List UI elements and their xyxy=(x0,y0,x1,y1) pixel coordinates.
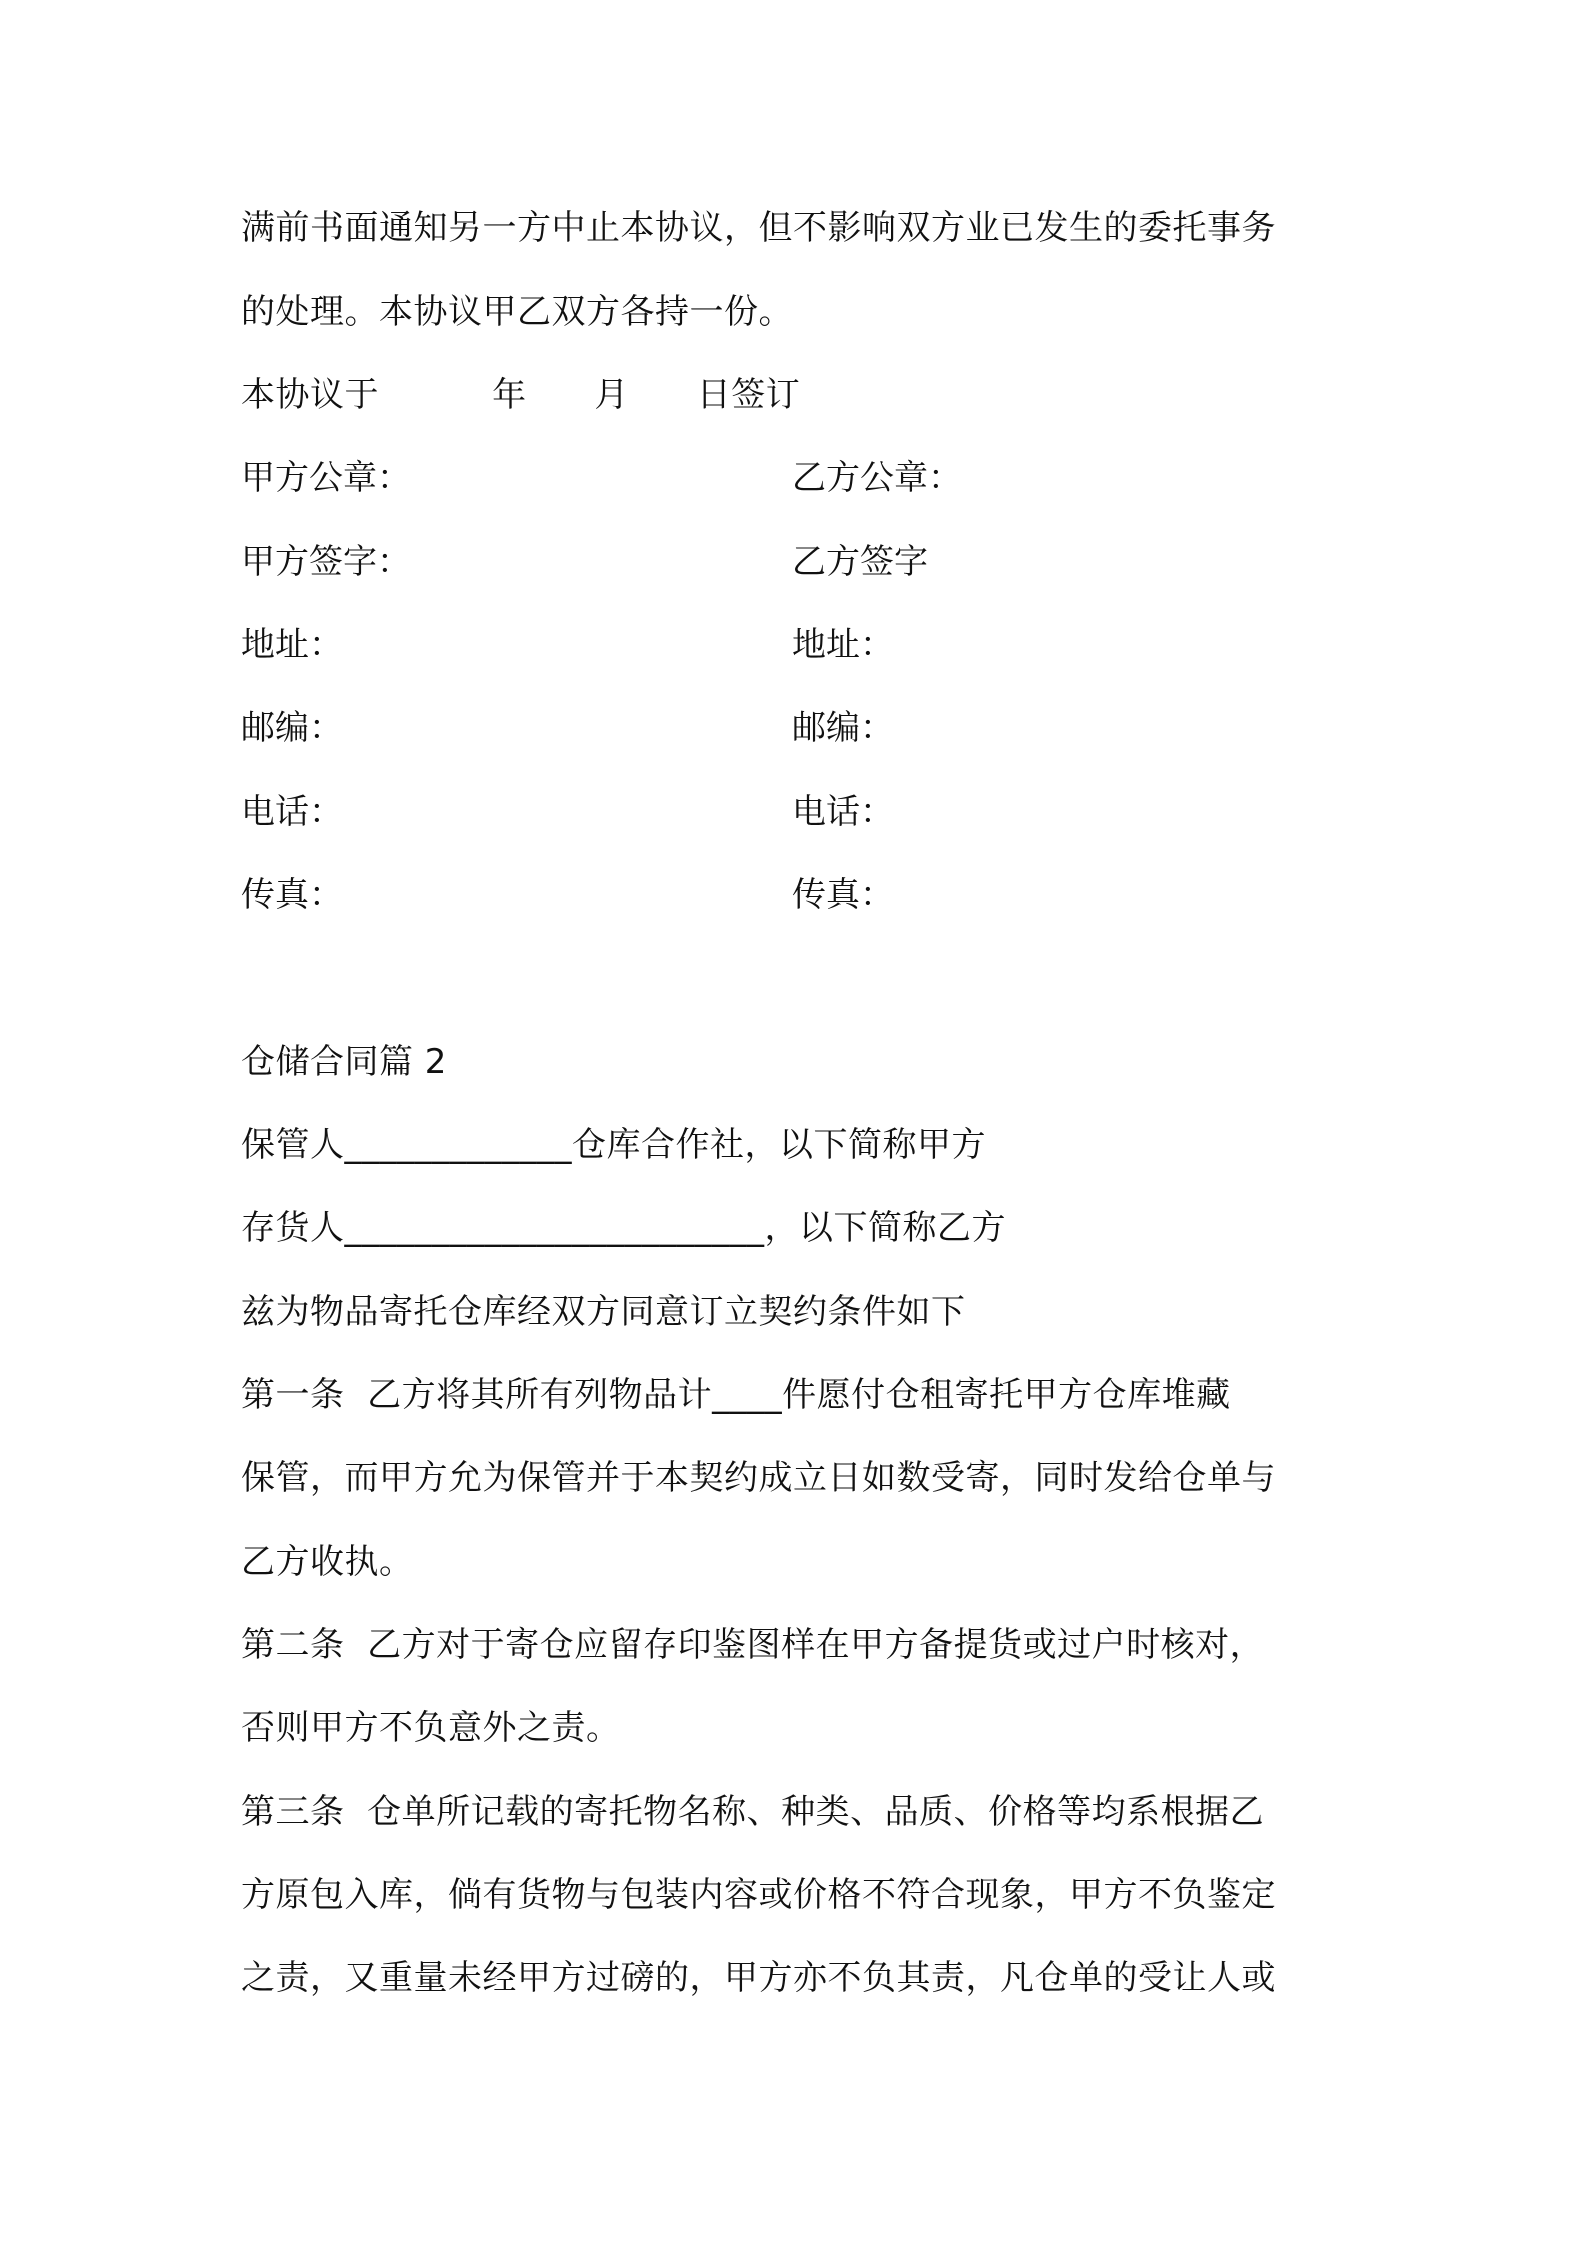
party-a-seal-label: 甲方公章： xyxy=(241,458,411,498)
party-a-address-label: 地址： xyxy=(241,625,343,665)
custodian-line: 保管人_____________仓库合作社，以下简称甲方 xyxy=(241,1125,986,1165)
article-3-line-1: 第三条 仓单所记载的寄托物名称、种类、品质、价格等均系根据乙 xyxy=(241,1792,1265,1832)
article-2-line-2: 否则甲方不负意外之责。 xyxy=(241,1708,621,1748)
preamble-line: 兹为物品寄托仓库经双方同意订立契约条件如下 xyxy=(241,1292,966,1332)
intro-line-1: 满前书面通知另一方中止本协议，但不影响双方业已发生的委托事务 xyxy=(241,208,1276,248)
party-b-phone-label: 电话： xyxy=(792,792,894,832)
party-a-postcode-label: 邮编： xyxy=(241,708,343,748)
signing-date-line: 本协议于 年 月 日签订 xyxy=(241,375,801,415)
party-b-seal-label: 乙方公章： xyxy=(792,458,962,498)
party-b-postcode-label: 邮编： xyxy=(792,708,894,748)
party-a-phone-label: 电话： xyxy=(241,792,343,832)
article-1-line-1: 第一条 乙方将其所有列物品计____件愿付仓租寄托甲方仓库堆藏 xyxy=(241,1375,1231,1415)
party-a-signature-label: 甲方签字： xyxy=(241,542,411,582)
contract-heading: 仓储合同篇 2 xyxy=(241,1042,447,1082)
party-a-fax-label: 传真： xyxy=(241,875,343,915)
party-b-address-label: 地址： xyxy=(792,625,894,665)
article-3-line-3: 之责，又重量未经甲方过磅的，甲方亦不负其责，凡仓单的受让人或 xyxy=(241,1958,1276,1998)
party-b-signature-label: 乙方签字 xyxy=(792,542,928,582)
article-3-line-2: 方原包入库，倘有货物与包装内容或价格不符合现象，甲方不负鉴定 xyxy=(241,1875,1276,1915)
article-1-line-3: 乙方收执。 xyxy=(241,1542,414,1582)
depositor-line: 存货人________________________，以下简称乙方 xyxy=(241,1208,1006,1248)
article-2-line-1: 第二条 乙方对于寄仓应留存印鉴图样在甲方备提货或过户时核对， xyxy=(241,1625,1265,1665)
intro-line-2: 的处理。本协议甲乙双方各持一份。 xyxy=(241,292,793,332)
article-1-line-2: 保管，而甲方允为保管并于本契约成立日如数受寄，同时发给仓单与 xyxy=(241,1458,1276,1498)
party-b-fax-label: 传真： xyxy=(792,875,894,915)
